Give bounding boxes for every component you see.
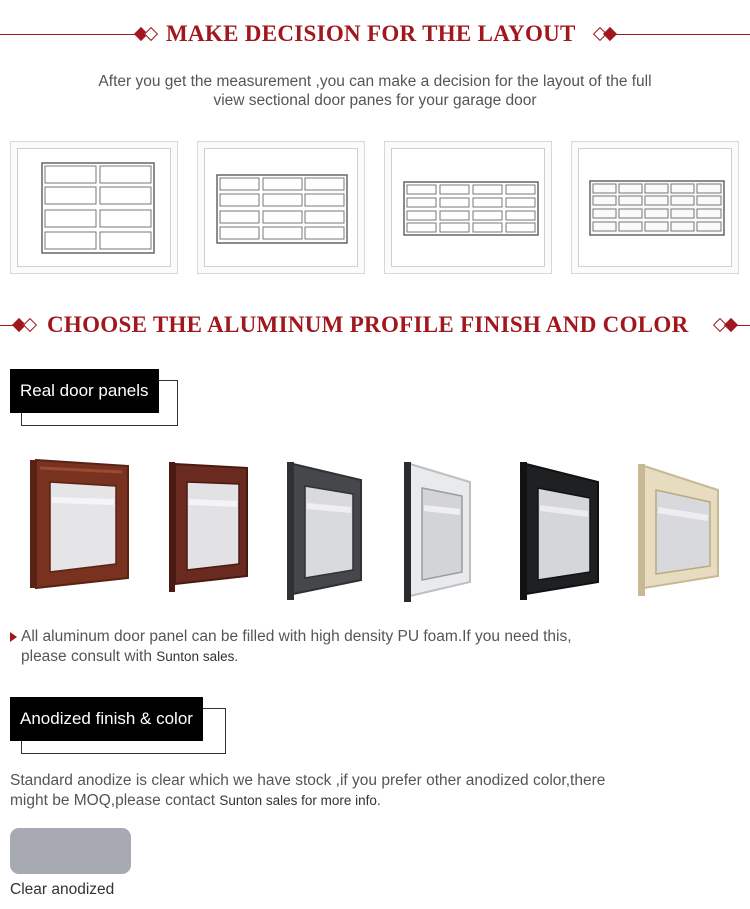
bullet-triangle-icon <box>10 632 17 642</box>
heading-diamond-outline-icon <box>23 318 37 332</box>
foam-note-line2 <box>21 647 238 667</box>
layout-frame <box>578 148 732 267</box>
foam-note-line1: All aluminum door panel can be filled with high density PU foam.If you need this, <box>21 628 572 645</box>
swatch-label: Clear anodized <box>10 881 115 898</box>
layout-frame <box>204 148 358 267</box>
color-swatch-clear-anodized[interactable] <box>10 828 131 874</box>
door-panel-samples <box>0 445 750 605</box>
heading-rule-right <box>616 34 750 35</box>
layout-option-2[interactable] <box>197 141 365 274</box>
tag-label: Anodized finish & color <box>10 697 203 741</box>
panel-sample-grey <box>287 462 361 600</box>
tag-label: Real door panels <box>10 369 159 413</box>
panel-sample-cream <box>638 464 718 596</box>
layout-option-4[interactable] <box>571 141 739 274</box>
heading-diamond-outline-icon <box>144 27 158 41</box>
panel-sample-wood-dark <box>169 462 247 592</box>
layout-diagram-3x4 <box>205 149 359 268</box>
foam-note-text: please consult with <box>21 648 157 665</box>
layout-frame <box>391 148 545 267</box>
layout-diagram-2x4 <box>18 149 172 268</box>
layout-diagram-5x4 <box>579 149 733 268</box>
heading-rule-right <box>736 325 750 326</box>
layout-option-1[interactable] <box>10 141 178 274</box>
panel-sample-wood-light <box>30 460 128 588</box>
section-title-finish: CHOOSE THE ALUMINUM PROFILE FINISH AND COLOR <box>47 312 689 337</box>
sunton-sales-info-link[interactable]: Sunton sales for more info. <box>219 793 381 808</box>
heading-rule-left <box>0 34 138 35</box>
anodize-text: might be MOQ,please contact <box>10 792 220 809</box>
layout-diagram-4x4 <box>392 149 546 268</box>
heading-diamond-icon <box>603 27 617 41</box>
sunton-sales-link[interactable]: Sunton sales. <box>156 649 239 664</box>
anodize-text-line1: Standard anodize is clear which we have stock ,if you prefer other anodized color,there <box>10 772 606 789</box>
section-title-layout: MAKE DECISION FOR THE LAYOUT <box>166 21 576 46</box>
layout-intro-line1: After you get the measurement ,you can make a decision for the layout of the full <box>98 73 652 90</box>
anodize-text-line2 <box>10 791 381 811</box>
panel-sample-white <box>404 462 470 602</box>
layout-frame <box>17 148 171 267</box>
layout-intro-line2: view sectional door panes for your garage door <box>213 92 537 109</box>
layout-option-3[interactable] <box>384 141 552 274</box>
panel-sample-black <box>520 462 598 600</box>
